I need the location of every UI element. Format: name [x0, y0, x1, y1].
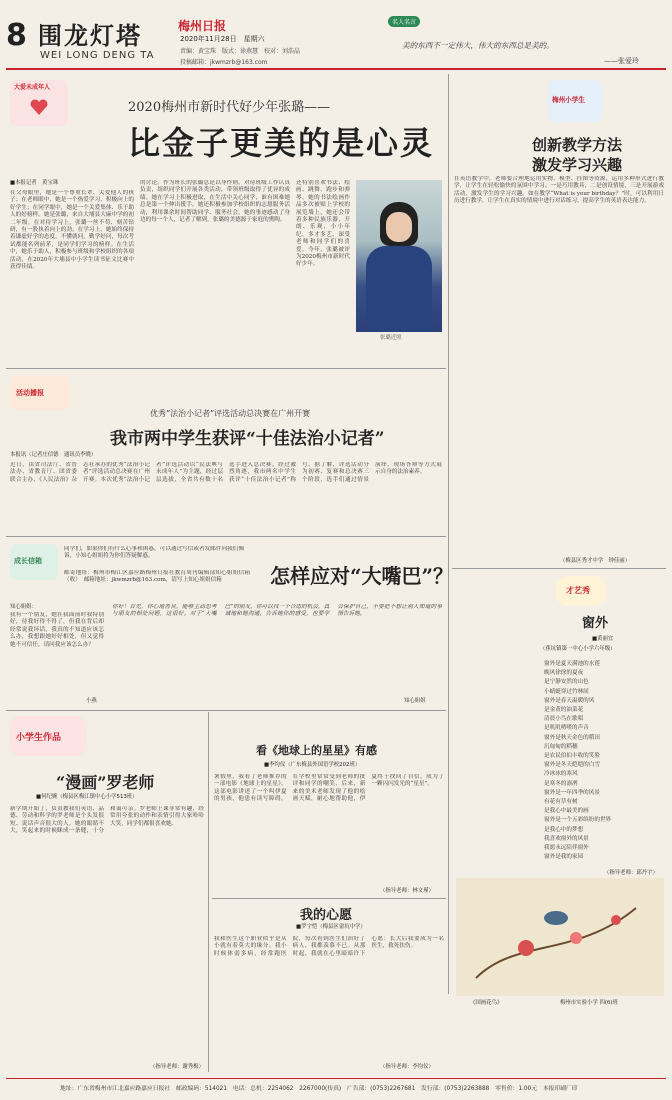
- poem-line: 是金黄的油菜花: [544, 707, 584, 714]
- story1-body-col3: 还特别喜欢书法、绘画、跳舞、跑步和弹琴。她的书法绘画作品多次被贴上学校的展览墙上，她还会带着多种民族乐器，开朗、乐观，小小年纪，多才多艺，深受老师和同学们的喜爱。今年，张璐被评为2020梅州市新时代好少年。: [296, 180, 350, 268]
- story1-byline: ■本报记者 黄宝珠: [10, 180, 59, 186]
- poem-line: 窗外是秋天金色的稻田: [544, 734, 600, 741]
- story1-kicker: 2020梅州市新时代好少年张璐——: [128, 100, 331, 115]
- story1-badge: [10, 80, 68, 126]
- story6-body: 我和医生这个职业似乎是从小就有着莫大的缘分。我小时候体弱多病，经常跑医院，每次看到医生们治好了病人，我都羡慕不已。从那时起，我就在心里暗暗许下心愿：长大后我要成为一名医生，救死扶伤。: [214, 936, 444, 957]
- story2-kicker: 优秀“法治小记者”评选活动总决赛在广州开赛: [150, 409, 311, 418]
- poem-line: 窗外是春天温暖的风: [544, 697, 595, 704]
- poem-line: 是我心中最美的画: [544, 808, 589, 815]
- poem-line: 我喜欢窗外的风景: [544, 835, 589, 842]
- column-divider-main: [448, 74, 449, 994]
- poem-lines: [544, 660, 664, 862]
- story7-body: 在英语教学中，老师要合理地运用实物、模型、挂图等资源，运用多种形式进行教学，让学生在轻松愉快的氛围中学习。一是巧用教具，二是创设情境，三是开展游戏活动，激发学生的学习兴趣。如在教学“What is your birthday？”时，可以利用日历进行教学，让学生在真实的情境中进行对话练习，提高学生的英语表达能力。: [454, 176, 664, 205]
- story8-byline: ■黄丽宜: [592, 636, 614, 642]
- story8-badge: [556, 576, 606, 606]
- story4-badge-label: 小学生作品: [16, 733, 62, 743]
- story3-top-rule: [6, 536, 446, 537]
- story5-byline: ■李均仪（广东梅县外国语学校202班）: [264, 762, 361, 768]
- email-line: 投稿邮箱：jkwmzrb@163.com: [180, 59, 268, 66]
- poem-line: 是我心中的梦想: [544, 826, 584, 833]
- quote-author: ——张爱玲: [604, 57, 639, 65]
- poem-line: 窗外是我的家园: [544, 854, 584, 861]
- poem-line: 冷冰冰的寒风: [544, 771, 578, 778]
- story5-kicker: 看《地球上的星星》有感: [256, 744, 377, 757]
- story2-headline: 我市两中学生获评“十佳法治小记者”: [110, 429, 385, 449]
- heart-hands-icon: [28, 96, 50, 118]
- page-number: 8: [6, 18, 27, 53]
- painting: [456, 878, 664, 996]
- story6-top-rule: [212, 898, 446, 899]
- story4-badge: [10, 716, 86, 756]
- story3-closing: 知心姐姐: [404, 698, 426, 704]
- poem-line: 是叽叽喳喳的声音: [544, 725, 589, 732]
- issue-date: 2020年11月28日 星期六: [180, 35, 265, 43]
- story3-headline: 怎样应对“大嘴巴”？: [270, 564, 454, 588]
- story8-headline: 窗外: [582, 616, 609, 631]
- poem-line: 清晨小鸟在歌唱: [544, 716, 584, 723]
- poem-line: 是寒冬的凛冽: [544, 780, 578, 787]
- story2-top-rule: [6, 368, 446, 369]
- poem-line: 窗外是一年四季的风景: [544, 789, 600, 796]
- poem-line: 我愿永远陪伴窗外: [544, 845, 589, 852]
- right-col-divider: [452, 568, 666, 569]
- section-title: 围龙灯塔: [38, 21, 142, 50]
- masthead-divider: [6, 68, 666, 70]
- story6-byline: ■罗宇恺（梅县区畲坑中学）: [296, 924, 366, 930]
- story3-address: 邮寄地址：梅州市梅江区嘉应路梅州日报社教育周刊编辑部知心姐姐信箱（收） 邮箱地址：jkwmzrb@163.com，请写上知心姐姐信箱: [64, 570, 250, 584]
- story7-headline-line1: 创新教学方法: [532, 136, 623, 154]
- story6-headline: 我的心愿: [300, 908, 353, 923]
- story3-signature: 小燕: [86, 698, 97, 704]
- poem-line: 晚风徐徐的夏夜: [544, 670, 584, 677]
- story3-intro: 同学们，如果你们有什么心事和困惑，可以通过写信或者发邮件向我们倾诉，小知心姐姐将为你们答疑解惑。: [64, 546, 244, 560]
- story2-badge: [10, 376, 70, 410]
- story7-badge-label: 梅州小学生: [552, 96, 585, 104]
- poem-line: 沉甸甸的稻穗: [544, 743, 578, 750]
- poem-line: 小蜻蜓穿过竹林间: [544, 688, 589, 695]
- editor-line: 责编：黄宝珠 版式：徐燕慧 校对：刘浩晶: [180, 48, 301, 55]
- photo-caption: 张璐近照: [380, 335, 402, 341]
- story8-school: （蕉坑镇第一中心小学六年级）: [540, 646, 616, 652]
- poem-line: 是宁静安然的山色: [544, 679, 589, 686]
- story1-headline: 比金子更美的是心灵: [128, 124, 435, 162]
- story1-badge-label: 大爱未成年人: [14, 84, 51, 91]
- story3-badge: [10, 544, 58, 580]
- story2-badge-label: 活动播报: [16, 389, 44, 397]
- painting-caption: 《国画花鸟》: [470, 1000, 503, 1006]
- footer-divider: [6, 1078, 666, 1079]
- story4-headline: “漫画”罗老师: [56, 773, 155, 792]
- paper-name: 梅州日报: [178, 19, 227, 33]
- column-divider-lower: [208, 712, 209, 1072]
- portrait-face: [386, 212, 412, 242]
- story4-teacher-note: （指导老师：谢秀梅）: [150, 1064, 204, 1070]
- story1-body-col1: 在父母眼里，她是一个尊重长辈、关爱他人的孩子；在老师眼中，她是一个热爱学习、积极向上的好学生；在同学眼中，她是一个关爱集体、乐于助人的好榜样。她是张璐，来自大埔县大麻中学的初二年级。在对待学习上，张璐一丝不苟、刻苦钻研，有一股执着向上的劲。在学习上，她始终保持着谦虚好学的态度，不懂就问，勤学好问，每次考试都能名列前茅，是同学们学习的榜样。在生活中，她乐于助人，积极参与班级和学校组织的各项活动，在2020年大埔县中小学生读书征文比赛中获得佳绩。: [10, 190, 134, 271]
- story5-body: 暑假里，我看了老师推荐的一部电影《地球上的星星》。这部电影讲述了一个叫伊夏的男孩，他患有读写障碍，在学校里常常受到老师的批评和同学的嘲笑，后来，新来的美术老师发现了他的绘画天赋，耐心地帮助他，伊夏终于找回了自信，成为了一颗闪闪发光的“星星”。: [214, 774, 444, 803]
- story1-body-col2: 的讨论。作为班长的张璐总是以身作则，对待班级工作认真负责，组织同学们开展各类活动，带领班级取得了优异的成绩。她在学习上积极进取，在生活中关心同学，谁有困难她总是第一个伸出援手。她还积极参加学校组织的志愿服务活动，利用课余时间帮助同学、服务社会。她的事迹感动了身边的每一个人，记者了解到，张璐的美德源于家庭的熏陶。: [140, 180, 290, 224]
- poem-line: 是农民伯伯丰收的笑脸: [544, 753, 600, 760]
- portrait-jacket: [366, 246, 432, 332]
- story2-body: 近日，由省司法厅、省普法办、省教育厅、团省委联合主办、《人民法治》杂志社承办的优秀“法治小记者”评选活动总决赛在广州开赛。本次优秀“法治小记者”评选活动以“民法典与未成年人”为主题，经过层层选拔，全省共有数十名选手进入总决赛。经过激烈角逐，我市两名中学生获评“十佳法治小记者”称号。据了解，评选活动分为初赛、复赛和总决赛三个阶段，选手们通过情景演绎、现场答辩等方式展示自身的法治素养。: [10, 462, 442, 483]
- poem-line: 窗外是一个五彩缤纷的世界: [544, 817, 612, 824]
- story5-teacher-note: （指导老师：林文瑾）: [380, 888, 434, 894]
- painting-artwork: [456, 878, 664, 996]
- story8-badge-label: 才艺秀: [566, 586, 590, 595]
- section-pinyin: WEI LONG DENG TA: [40, 50, 155, 61]
- story7-badge: [548, 80, 602, 122]
- story7-headline-line2: 激发学习兴趣: [532, 156, 623, 174]
- story4-byline: ■何纪婉（梅县区梅江镇中心小学513班）: [36, 794, 138, 800]
- poem-line: 窗外是夏天满池的水莲: [544, 661, 600, 667]
- story2-byline: 本报讯（记者庄信德 通讯员李晓）: [10, 452, 97, 458]
- quote-badge: 名人名言: [388, 16, 420, 27]
- poem-line: 窗外是冬天皑皑的白雪: [544, 762, 600, 769]
- story3-reply: 你好！首先，你心地善良，能够主动思考与朋友的相处问题，这很好。对于“大嘴巴”的朋友，你可以找一个合适的机会，真诚地和她沟通，告诉她你的感受，也要学会保护自己，不要把不想让别人知道的事情告诉她。: [112, 604, 442, 618]
- story4-body: 新学期开始了，负责教我们英语、品德、劳动和科学的罗老师是个头发很短、说话声音很大的人。她的眼睛不大，笑起来的时候眯成一条缝，十分和蔼可亲。罗老师上课非常有趣，经常用夸张的动作和表情引得大家哈哈大笑，同学们都很喜欢她。: [10, 806, 204, 835]
- story3-badge-label: 成长信箱: [14, 557, 42, 565]
- story7-author: （梅县区秀才中学 钟佳丽）: [560, 558, 631, 564]
- story6-teacher-note: （指导老师：李均仪）: [380, 1064, 434, 1070]
- portrait-photo: [356, 180, 442, 332]
- story3-letter: 我有一个朋友，她在我面前时我特别好，待我好得不得了，但我在背后却经常说我坏话。我真的不知道应该怎么办，我想跟她好好相处，但又觉得她不可信任，请问我应该怎么办？: [10, 612, 104, 648]
- poem-line: 有花有草有树: [544, 799, 578, 806]
- painting-credit: 梅州市实验小学 四(6)班: [560, 1000, 618, 1006]
- story3-greeting: 知心姐姐：: [10, 604, 37, 610]
- footer-address: 地址：广东省梅州市江北嘉应路嘉应日报社 邮政编码：514021 电话：总机：2254062 2267000(传真) 广告部：(0753)2267681 发行部：(0753)2263888 零售价：1.00元 本报印刷厂印: [60, 1086, 578, 1092]
- story4-top-rule: [6, 710, 446, 711]
- story8-teacher-note: （指导老师：邱丹宇）: [604, 870, 658, 876]
- famous-quote: 美的东西不一定伟大，伟大的东西总是美的。: [402, 41, 554, 50]
